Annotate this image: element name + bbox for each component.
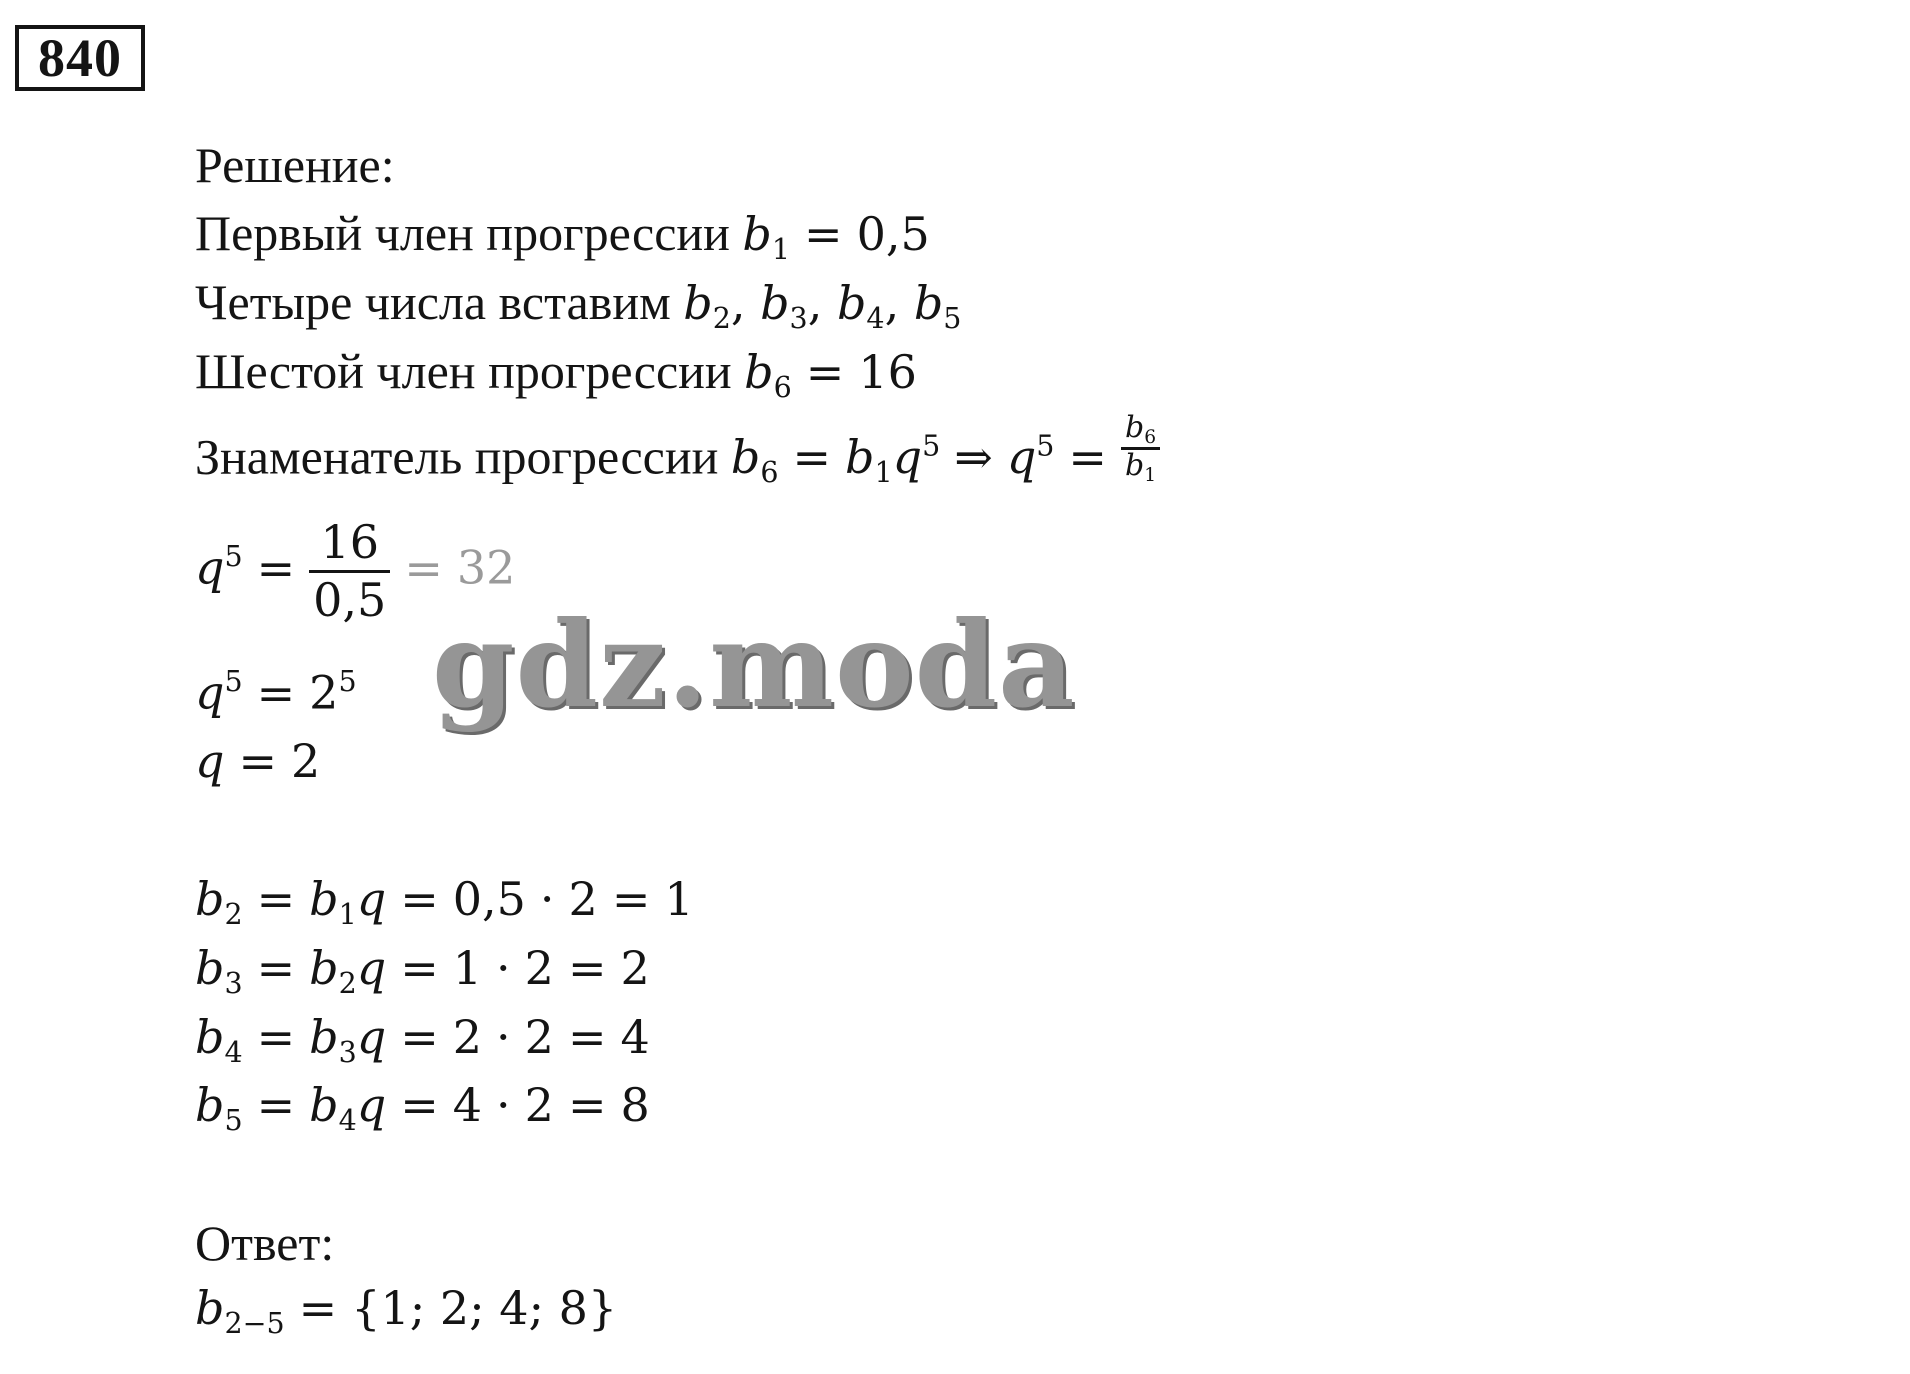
q-value-line: q = 2 bbox=[195, 734, 321, 788]
first-term-line: Первый член прогрессии $b_1 = 0,5$ bbox=[195, 205, 930, 267]
q5-power-line: $q^5 = 2^5$ bbox=[195, 665, 357, 720]
problem-number-box: 840 bbox=[15, 25, 145, 91]
q5-base: 2 bbox=[309, 665, 339, 720]
ratio-formula-line: Знаменатель прогрессии $b_6 = b_1q^5$ ⇒ $q^5$ = $\frac{b_6}{b_1}$ bbox=[195, 412, 1160, 488]
answer-sub: 2−5 bbox=[224, 1307, 285, 1341]
q5-exp: 5 bbox=[338, 665, 357, 698]
sixth-term-line: Шестой член прогрессии $b_6 = 16$ bbox=[195, 343, 917, 405]
sixth-term-value: 16 bbox=[858, 345, 917, 399]
q5-fraction-line: $q^5$ = $\frac{16}{0,5}$ = 32 bbox=[195, 515, 516, 628]
insert-terms-line: Четыре числа вставим $b_2$, $b_3$, $b_4$, $b_5$ bbox=[195, 274, 962, 336]
q5-denominator: 0,5 bbox=[313, 573, 387, 628]
ratio-fraction: $\frac{b_6}{b_1}$ bbox=[1121, 412, 1160, 486]
sixth-term-text: Шестой член прогрессии bbox=[195, 343, 732, 399]
first-term-text: Первый член прогрессии bbox=[195, 205, 730, 261]
first-term-value: 0,5 bbox=[856, 207, 930, 261]
solution-heading: Решение: bbox=[195, 137, 395, 193]
term-line-b5: $b_5 = b_4q = 4 \cdot 2 = 8$ bbox=[195, 1078, 650, 1138]
term-line-b2: $b_2 = b_1q = 0,5 \cdot 2 = 1$ bbox=[195, 872, 694, 932]
answer-heading: Ответ: bbox=[195, 1215, 335, 1271]
term-line-b3: $b_3 = b_2q = 1 \cdot 2 = 2$ bbox=[195, 941, 650, 1001]
q5-numerator: 16 bbox=[309, 515, 390, 573]
watermark-logo: gdz.moda bbox=[432, 595, 1076, 734]
term-line-b4: $b_4 = b_3q = 2 \cdot 2 = 4$ bbox=[195, 1010, 650, 1070]
answer-line: $b_{2-5} = \{1$; 2; 4; 8} bbox=[195, 1281, 618, 1341]
insert-text: Четыре числа вставим bbox=[195, 274, 671, 330]
q-value: 2 bbox=[291, 734, 321, 788]
answer-set: {1; 2; 4; 8} bbox=[351, 1281, 618, 1335]
q5-result: 32 bbox=[456, 540, 516, 595]
q5-fraction bbox=[309, 515, 390, 628]
ratio-text: Знаменатель прогрессии bbox=[195, 428, 719, 485]
